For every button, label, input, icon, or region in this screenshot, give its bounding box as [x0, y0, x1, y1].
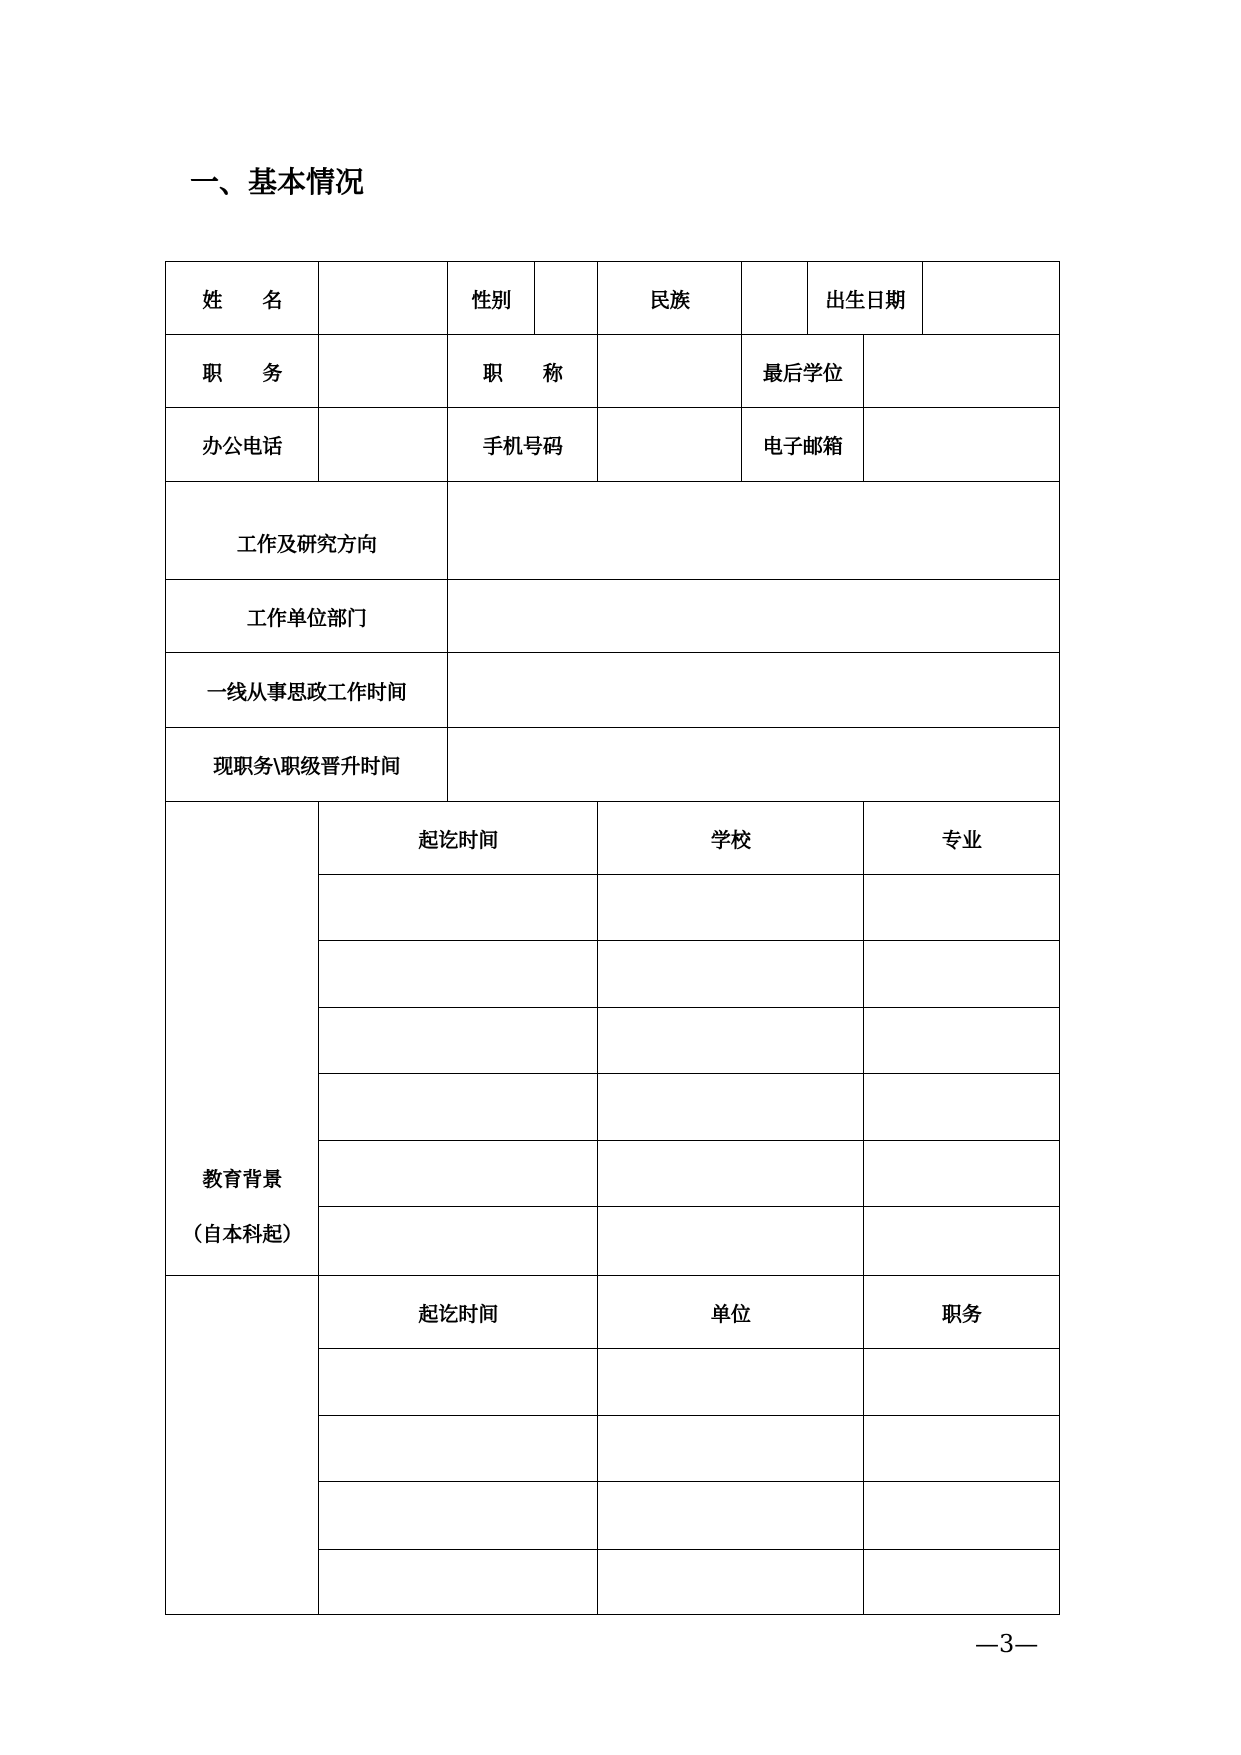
label-research: 工作及研究方向	[165, 481, 448, 580]
education-cell[interactable]	[597, 1206, 864, 1276]
label-promotion-time: 现职务\职级晋升时间	[165, 727, 448, 802]
work-cell[interactable]	[318, 1348, 598, 1416]
education-cell[interactable]	[597, 940, 864, 1008]
field-department[interactable]	[447, 579, 1060, 653]
education-cell[interactable]	[863, 874, 1060, 941]
work-cell[interactable]	[597, 1348, 864, 1416]
work-cell[interactable]	[318, 1549, 598, 1615]
education-cell[interactable]	[863, 940, 1060, 1008]
work-cell[interactable]	[863, 1481, 1060, 1550]
work-cell[interactable]	[597, 1415, 864, 1482]
field-birth-date[interactable]	[922, 261, 1060, 335]
education-cell[interactable]	[318, 1206, 598, 1276]
education-cell[interactable]	[863, 1140, 1060, 1207]
education-cell[interactable]	[597, 1007, 864, 1074]
field-research[interactable]	[447, 481, 1060, 580]
education-cell[interactable]	[318, 1073, 598, 1141]
field-promotion-time[interactable]	[447, 727, 1060, 802]
label-birth-date: 出生日期	[807, 261, 923, 335]
field-title[interactable]	[597, 334, 742, 408]
education-cell[interactable]	[597, 1140, 864, 1207]
label-office-phone: 办公电话	[165, 407, 319, 482]
education-header-1: 学校	[597, 801, 864, 875]
work-cell[interactable]	[318, 1415, 598, 1482]
education-cell[interactable]	[318, 1140, 598, 1207]
work-cell[interactable]	[318, 1481, 598, 1550]
field-gender[interactable]	[534, 261, 598, 335]
education-cell[interactable]	[318, 874, 598, 941]
field-frontline-time[interactable]	[447, 652, 1060, 728]
education-cell[interactable]	[318, 940, 598, 1008]
education-cell[interactable]	[597, 1073, 864, 1141]
work-cell[interactable]	[597, 1481, 864, 1550]
field-position[interactable]	[318, 334, 448, 408]
education-cell[interactable]	[597, 874, 864, 941]
field-ethnicity[interactable]	[741, 261, 808, 335]
field-degree[interactable]	[863, 334, 1060, 408]
page-number: —3—	[975, 1630, 1039, 1658]
field-mobile[interactable]	[597, 407, 742, 482]
work-cell[interactable]	[863, 1348, 1060, 1416]
label-frontline-time: 一线从事思政工作时间	[165, 652, 448, 728]
label-ethnicity: 民族	[597, 261, 742, 335]
label-gender: 性别	[447, 261, 535, 335]
label-email: 电子邮箱	[741, 407, 864, 482]
label-mobile: 手机号码	[447, 407, 598, 482]
education-header-2: 专业	[863, 801, 1060, 875]
work-cell[interactable]	[863, 1549, 1060, 1615]
work-header-2: 职务	[863, 1275, 1060, 1349]
label-position: 职 务	[165, 334, 319, 408]
field-email[interactable]	[863, 407, 1060, 482]
education-header-0: 起讫时间	[318, 801, 598, 875]
education-cell[interactable]	[863, 1007, 1060, 1074]
education-cell[interactable]	[863, 1206, 1060, 1276]
education-sublabel: （自本科起）	[182, 1222, 303, 1247]
label-department: 工作单位部门	[165, 579, 448, 653]
work-header-0: 起讫时间	[318, 1275, 598, 1349]
work-cell[interactable]	[863, 1415, 1060, 1482]
education-cell[interactable]	[318, 1007, 598, 1074]
label-degree: 最后学位	[741, 334, 864, 408]
section-title: 一、基本情况	[190, 165, 365, 199]
field-name[interactable]	[318, 261, 448, 335]
label-name: 姓 名	[165, 261, 319, 335]
education-label: 教育背景	[202, 1167, 283, 1192]
education-label-cell	[165, 801, 319, 1276]
label-title: 职 称	[447, 334, 598, 408]
work-cell[interactable]	[597, 1549, 864, 1615]
work-label-cell	[165, 1275, 319, 1615]
work-header-1: 单位	[597, 1275, 864, 1349]
field-office-phone[interactable]	[318, 407, 448, 482]
education-cell[interactable]	[863, 1073, 1060, 1141]
